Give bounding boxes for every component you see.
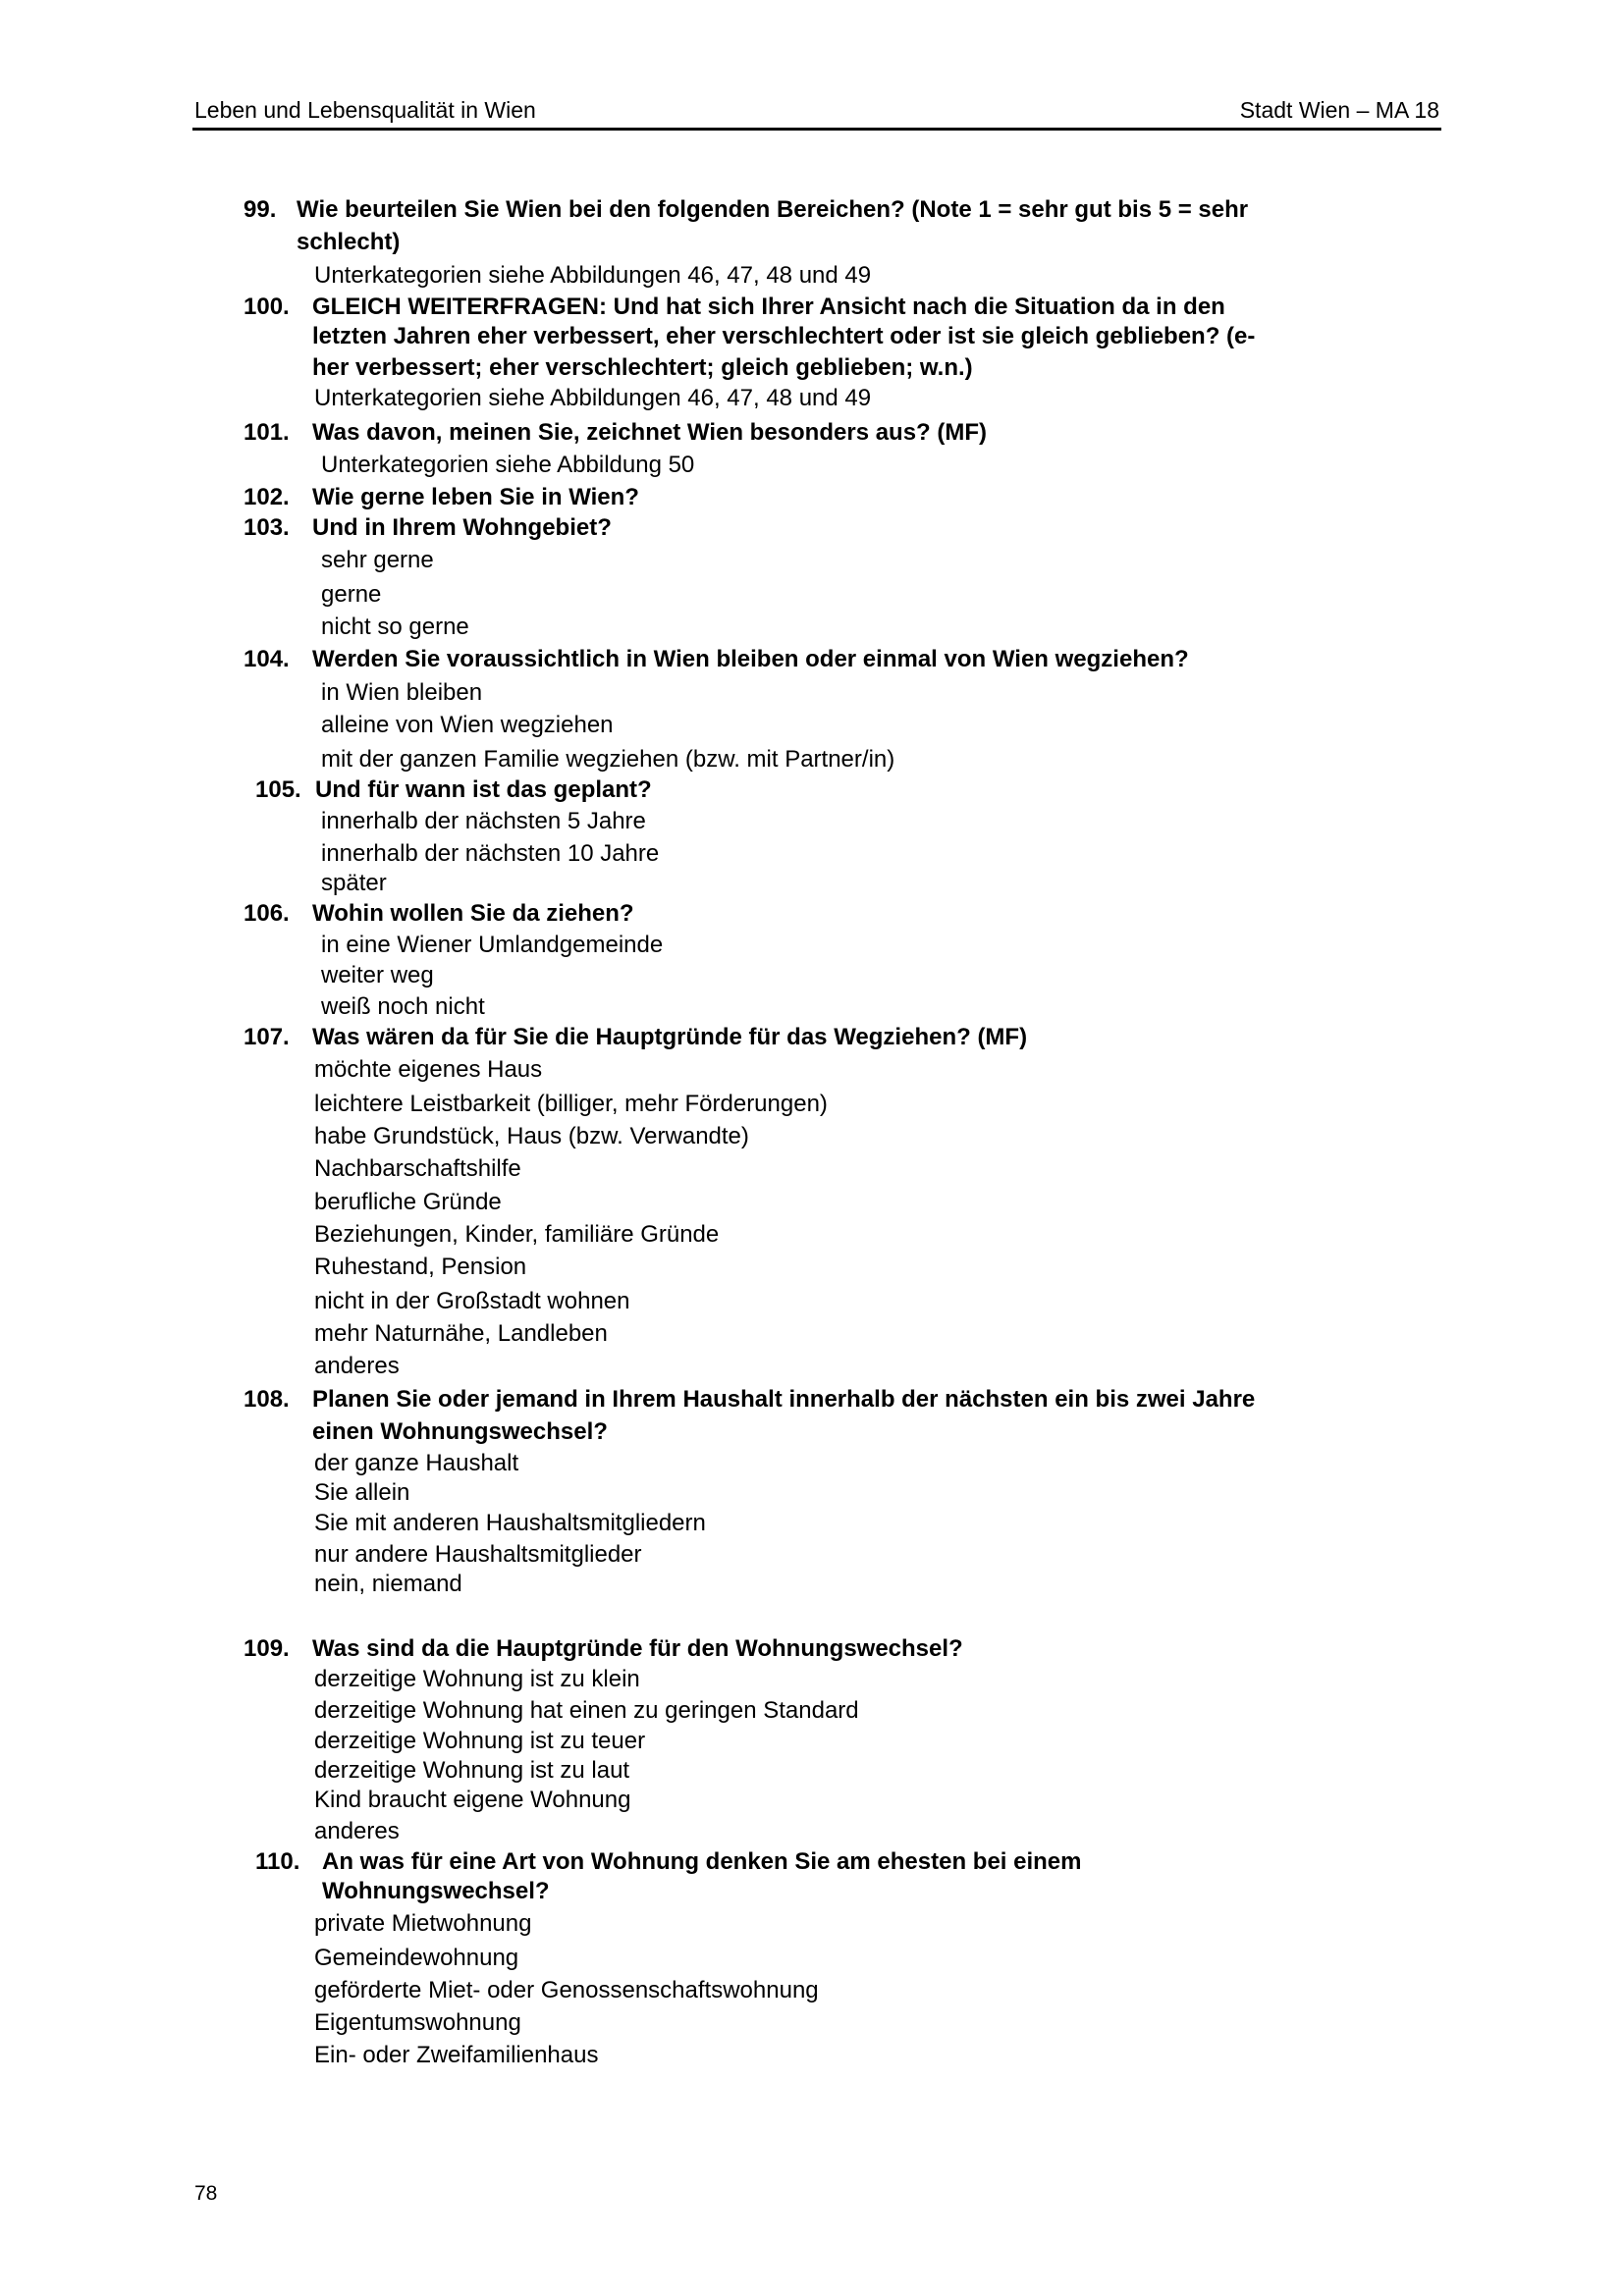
answer-option: in Wien bleiben xyxy=(321,679,483,706)
question-number: 100. xyxy=(243,294,290,320)
answer-option: innerhalb der nächsten 5 Jahre xyxy=(321,808,646,834)
answer-option: leichtere Leistbarkeit (billiger, mehr Förderungen) xyxy=(314,1091,828,1117)
answer-option: Unterkategorien siehe Abbildungen 46, 47, 48 und 49 xyxy=(314,385,872,411)
question-number: 103. xyxy=(243,514,290,541)
answer-option: Eigentumswohnung xyxy=(314,2009,521,2036)
running-header-publisher: Stadt Wien – MA 18 xyxy=(1239,97,1439,123)
answer-option: mit der ganzen Familie wegziehen (bzw. mit Partner/in) xyxy=(321,746,895,773)
answer-option: berufliche Gründe xyxy=(314,1189,502,1215)
answer-option: geförderte Miet- oder Genossenschaftswohnung xyxy=(314,1977,819,2003)
answer-option: gerne xyxy=(321,581,382,608)
answer-option: mehr Naturnähe, Landleben xyxy=(314,1320,608,1347)
answer-option: der ganze Haushalt xyxy=(314,1450,519,1476)
answer-option: Gemeindewohnung xyxy=(314,1945,519,1971)
answer-option: Ruhestand, Pension xyxy=(314,1254,527,1280)
question-text: Wohin wollen Sie da ziehen? xyxy=(312,900,634,927)
answer-option: weiter weg xyxy=(321,962,434,988)
question-text: Was davon, meinen Sie, zeichnet Wien besonders aus? (MF) xyxy=(312,419,988,446)
answer-option: derzeitige Wohnung hat einen zu geringen Standard xyxy=(314,1697,859,1724)
answer-option: Ein- oder Zweifamilienhaus xyxy=(314,2042,599,2068)
answer-option: nicht in der Großstadt wohnen xyxy=(314,1288,630,1314)
answer-option: nur andere Haushaltsmitglieder xyxy=(314,1541,642,1568)
question-text: Was sind da die Hauptgründe für den Wohnungswechsel? xyxy=(312,1635,963,1662)
question-text: Und in Ihrem Wohngebiet? xyxy=(312,514,612,541)
question-number: 108. xyxy=(243,1386,290,1413)
question-text: schlecht) xyxy=(297,229,401,255)
answer-option: derzeitige Wohnung ist zu teuer xyxy=(314,1728,646,1754)
answer-option: nein, niemand xyxy=(314,1571,462,1597)
question-text: einen Wohnungswechsel? xyxy=(312,1418,608,1445)
question-text: Wie gerne leben Sie in Wien? xyxy=(312,484,639,510)
header-rule xyxy=(192,128,1441,131)
answer-option: anderes xyxy=(314,1818,400,1844)
page-number: 78 xyxy=(194,2182,218,2205)
answer-option: nicht so gerne xyxy=(321,614,469,640)
answer-option: innerhalb der nächsten 10 Jahre xyxy=(321,840,660,867)
answer-option: sehr gerne xyxy=(321,547,434,573)
running-header-title: Leben und Lebensqualität in Wien xyxy=(194,97,536,123)
question-text: her verbessert; eher verschlechtert; gleich geblieben; w.n.) xyxy=(312,354,973,381)
question-number: 107. xyxy=(243,1024,290,1050)
question-text: Planen Sie oder jemand in Ihrem Haushalt innerhalb der nächsten ein bis zwei Jahre xyxy=(312,1386,1256,1413)
answer-option: Unterkategorien siehe Abbildungen 46, 47, 48 und 49 xyxy=(314,262,872,289)
question-text: Und für wann ist das geplant? xyxy=(315,776,652,803)
answer-option: derzeitige Wohnung ist zu laut xyxy=(314,1757,630,1784)
answer-option: private Mietwohnung xyxy=(314,1910,532,1937)
answer-option: in eine Wiener Umlandgemeinde xyxy=(321,932,664,958)
question-number: 99. xyxy=(243,196,277,223)
question-number: 102. xyxy=(243,484,290,510)
answer-option: Beziehungen, Kinder, familiäre Gründe xyxy=(314,1221,720,1248)
question-number: 109. xyxy=(243,1635,290,1662)
answer-option: derzeitige Wohnung ist zu klein xyxy=(314,1666,640,1692)
answer-option: Unterkategorien siehe Abbildung 50 xyxy=(321,452,695,478)
question-number: 110. xyxy=(255,1848,300,1875)
answer-option: Sie allein xyxy=(314,1479,410,1506)
answer-option: später xyxy=(321,870,387,896)
answer-option: möchte eigenes Haus xyxy=(314,1056,543,1083)
answer-option: anderes xyxy=(314,1353,400,1379)
answer-option: Sie mit anderen Haushaltsmitgliedern xyxy=(314,1510,706,1536)
question-number: 105. xyxy=(255,776,301,803)
question-text: Wohnungswechsel? xyxy=(322,1878,550,1904)
question-text: Wie beurteilen Sie Wien bei den folgenden Bereichen? (Note 1 = sehr gut bis 5 = sehr xyxy=(297,196,1249,223)
answer-option: weiß noch nicht xyxy=(321,993,485,1020)
question-text: Was wären da für Sie die Hauptgründe für das Wegziehen? (MF) xyxy=(312,1024,1028,1050)
question-number: 101. xyxy=(243,419,290,446)
answer-option: habe Grundstück, Haus (bzw. Verwandte) xyxy=(314,1123,749,1149)
answer-option: alleine von Wien wegziehen xyxy=(321,712,614,738)
question-text: letzten Jahren eher verbessert, eher verschlechtert oder ist sie gleich geblieben? (e- xyxy=(312,323,1256,349)
question-text: Werden Sie voraussichtlich in Wien bleiben oder einmal von Wien wegziehen? xyxy=(312,646,1189,672)
question-text: An was für eine Art von Wohnung denken Sie am ehesten bei einem xyxy=(322,1848,1082,1875)
question-text: GLEICH WEITERFRAGEN: Und hat sich Ihrer Ansicht nach die Situation da in den xyxy=(312,294,1225,320)
question-number: 106. xyxy=(243,900,290,927)
answer-option: Kind braucht eigene Wohnung xyxy=(314,1787,631,1813)
question-number: 104. xyxy=(243,646,290,672)
answer-option: Nachbarschaftshilfe xyxy=(314,1155,521,1182)
